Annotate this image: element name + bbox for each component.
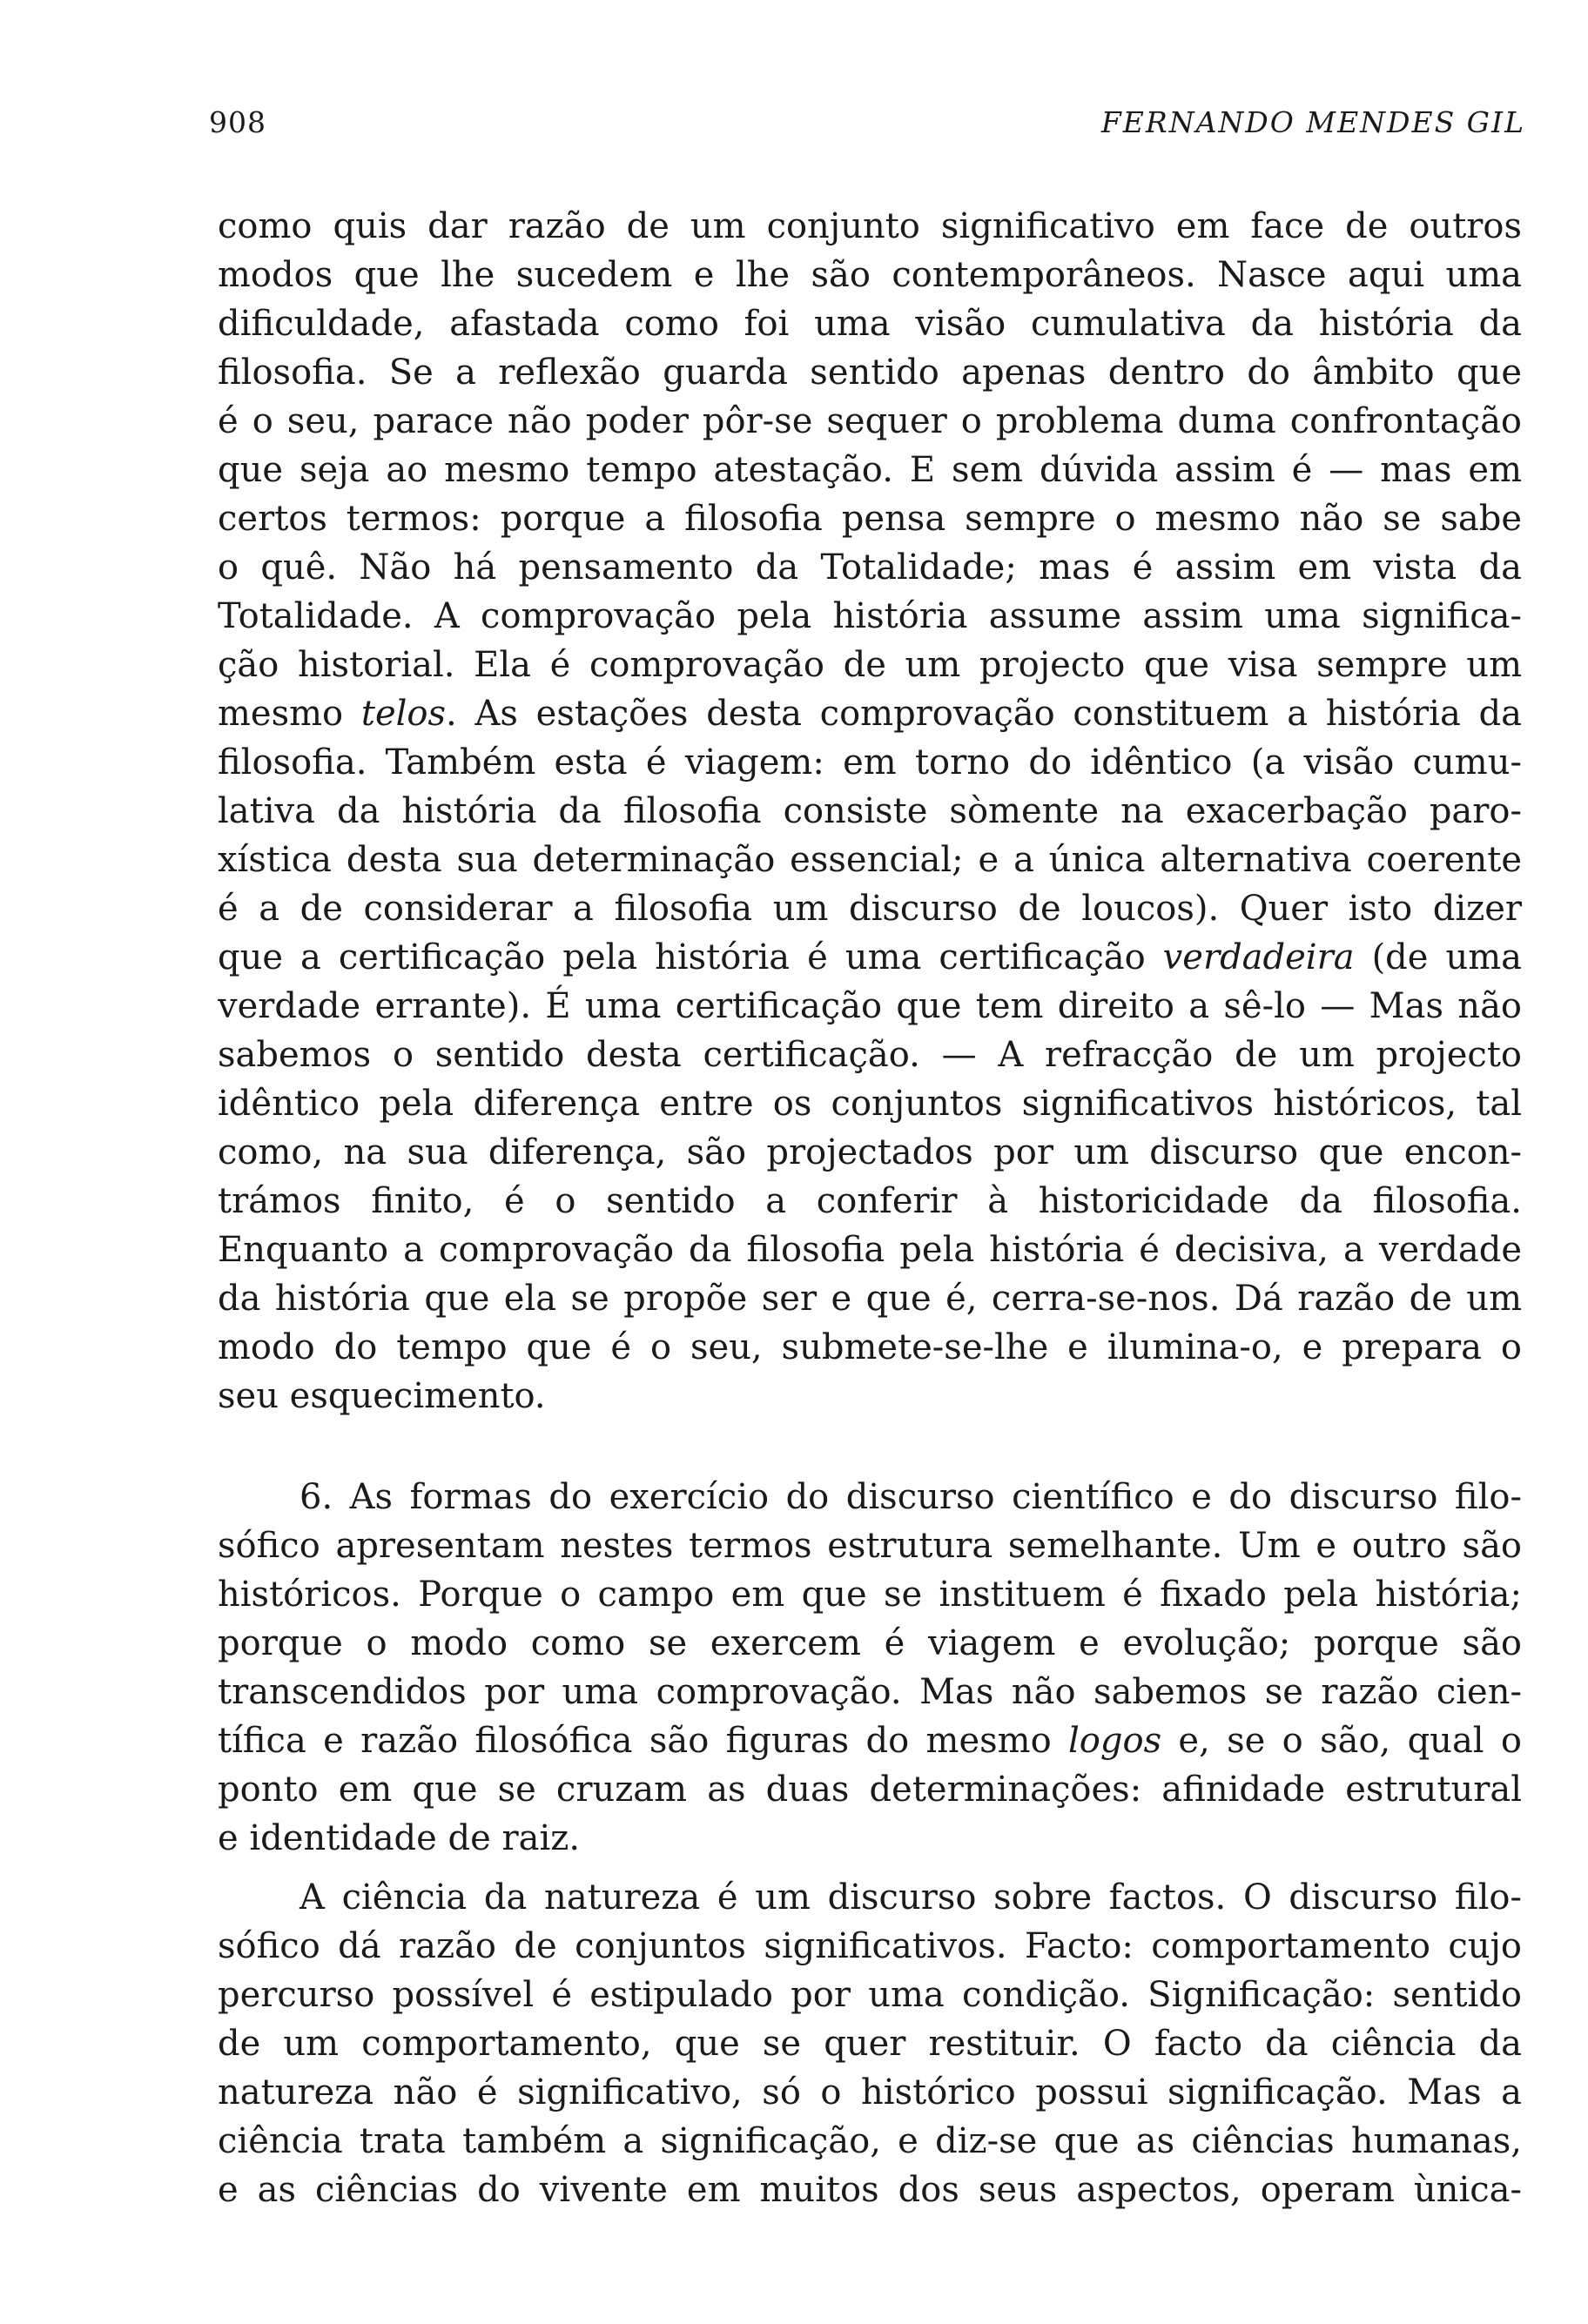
text-run: . As estações desta comprovação constituem a história da xyxy=(446,694,1522,734)
text-line: seu esquecimento. xyxy=(218,1376,546,1416)
text-line: trámos finito, é o sentido a conferir à historicidade da filosofia. xyxy=(218,1181,1522,1221)
text-line: é o seu, parace não poder pôr-se sequer o problema duma confrontação xyxy=(218,401,1522,441)
text-line: sabemos o sentido desta certificação. — A refracção de um projecto xyxy=(218,1035,1522,1075)
text-line: ciência trata também a significação, e diz-se que as ciências humanas, xyxy=(218,2121,1522,2161)
text-line: que seja ao mesmo tempo atestação. E sem dúvida assim é — mas em xyxy=(218,450,1522,490)
text-line: modo do tempo que é o seu, submete-se-lhe e ilumina-o, e prepara o xyxy=(218,1327,1522,1367)
text-line: e as ciências do vivente em muitos dos seus aspectos, operam ùnica- xyxy=(218,2170,1522,2210)
text-line: verdade errante). É uma certificação que tem direito a sê-lo — Mas não xyxy=(218,986,1522,1026)
text-line: Enquanto a comprovação da filosofia pela história é decisiva, a verdade xyxy=(218,1230,1522,1270)
italic-term-telos: telos xyxy=(360,694,447,734)
text-line: modos que lhe sucedem e lhe são contemporâneos. Nasce aqui uma xyxy=(218,255,1522,295)
text-run: e, se o são, qual o xyxy=(1161,1721,1522,1761)
text-run: que a certificação pela história é uma certificação xyxy=(218,937,1163,977)
text-line-with-italic xyxy=(218,1716,1522,1765)
text-line: e identidade de raiz. xyxy=(218,1818,581,1858)
text-line: como, na sua diferença, são projectados por um discurso que encon- xyxy=(218,1132,1522,1172)
text-line: certos termos: porque a filosofia pensa sempre o mesmo não se sabe xyxy=(218,499,1522,539)
text-line: sófico dá razão de conjuntos significativos. Facto: comportamento cujo xyxy=(218,1926,1522,1966)
text-line: porque o modo como se exercem é viagem e evolução; porque são xyxy=(218,1623,1522,1663)
text-line: dificuldade, afastada como foi uma visão cumulativa da história da xyxy=(218,304,1522,344)
paragraph-2 xyxy=(218,1473,1522,1863)
paragraph-spacer xyxy=(218,1421,1522,1473)
body-text xyxy=(218,202,1522,2214)
page-number: 908 xyxy=(209,105,266,139)
text-line: lativa da história da filosofia consiste sòmente na exacerbação paro- xyxy=(218,791,1522,831)
text-line: percurso possível é estipulado por uma condição. Significação: sentido xyxy=(218,1975,1522,2015)
text-line: natureza não é significativo, só o histórico possui significação. Mas a xyxy=(218,2072,1522,2112)
italic-term-verdadeira: verdadeira xyxy=(1162,937,1355,977)
text-line: de um comportamento, que se quer restituir. O facto da ciência da xyxy=(218,2024,1522,2064)
text-line: sófico apresentam nestes termos estrutura semelhante. Um e outro são xyxy=(218,1526,1522,1566)
text-line: filosofia. Se a reflexão guarda sentido apenas dentro do âmbito que xyxy=(218,353,1522,393)
text-line: filosofia. Também esta é viagem: em torno do idêntico (a visão cumu- xyxy=(218,742,1522,783)
text-line: idêntico pela diferença entre os conjuntos significativos históricos, tal xyxy=(218,1084,1522,1124)
text-run: mesmo xyxy=(218,694,361,734)
text-line: transcendidos por uma comprovação. Mas não sabemos se razão cien- xyxy=(218,1672,1522,1712)
text-line: 6. As formas do exercício do discurso científico e do discurso filo- xyxy=(299,1477,1522,1517)
text-line: o quê. Não há pensamento da Totalidade; mas é assim em vista da xyxy=(218,547,1522,588)
text-run: (de uma xyxy=(1354,937,1522,977)
text-line: A ciência da natureza é um discurso sobre factos. O discurso filo- xyxy=(299,1877,1522,1918)
running-head-author: FERNANDO MENDES GIL xyxy=(1100,105,1525,139)
paragraph-3 xyxy=(218,1873,1522,2214)
text-line: como quis dar razão de um conjunto significativo em face de outros xyxy=(218,206,1522,246)
paragraph-1 xyxy=(218,202,1522,1421)
text-line: Totalidade. A comprovação pela história assume assim uma significa- xyxy=(218,596,1522,636)
text-line: ponto em que se cruzam as duas determinações: afinidade estrutural xyxy=(218,1770,1522,1810)
paragraph-spacer xyxy=(218,1863,1522,1873)
text-line: xística desta sua determinação essencial; e a única alternativa coerente xyxy=(218,840,1522,880)
text-line: ção historial. Ela é comprovação de um projecto que visa sempre um xyxy=(218,645,1522,685)
text-line: da história que ela se propõe ser e que é, cerra-se-nos. Dá razão de um xyxy=(218,1279,1522,1319)
text-line-with-italic xyxy=(218,933,1522,982)
text-line-with-italic xyxy=(218,689,1522,738)
text-line: é a de considerar a filosofia um discurso de loucos). Quer isto dizer xyxy=(218,889,1522,929)
italic-term-logos: logos xyxy=(1068,1721,1162,1761)
running-head xyxy=(209,103,1525,143)
text-run: tífica e razão filosófica são figuras do mesmo xyxy=(218,1721,1068,1761)
text-line: históricos. Porque o campo em que se instituem é fixado pela história; xyxy=(218,1575,1522,1615)
